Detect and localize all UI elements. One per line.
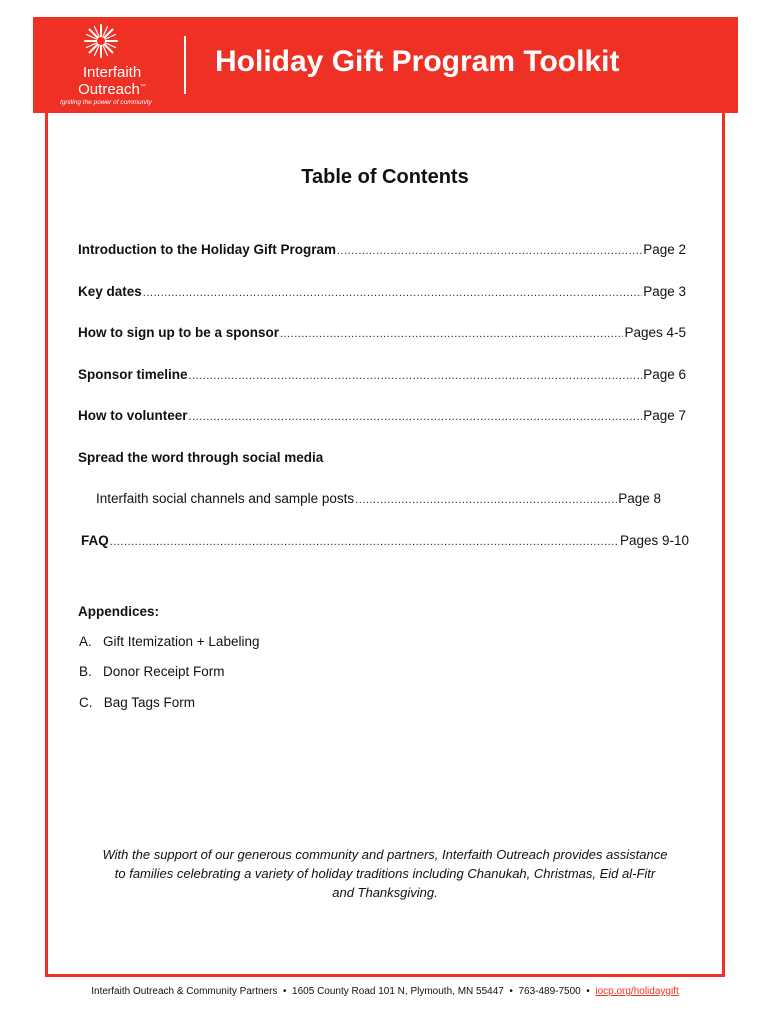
starburst-icon <box>83 23 119 59</box>
appendices-heading: Appendices: <box>78 604 160 619</box>
toc-entry-page: Pages 9-10 <box>619 533 689 548</box>
logo-name-line1: Interfaith <box>82 64 142 81</box>
appendix-item: C. Bag Tags Form <box>79 695 196 710</box>
toc-entry-sponsor-signup[interactable] <box>78 325 686 345</box>
interfaith-outreach-logo <box>57 23 187 111</box>
logo-name-line2: Outreach <box>78 81 140 98</box>
toc-leader-dots <box>110 536 619 548</box>
toc-leader-dots <box>280 328 623 340</box>
footnote-line: With the support of our generous community and partners, Interfaith Outreach provides assistance <box>102 847 668 862</box>
footer-contact-text: Interfaith Outreach & Community Partners • 1605 County Road 101 N, Plymouth, MN 55447 • 763-489-7500 • <box>91 986 596 997</box>
logo-wordmark: Interfaith Outreach™ <box>78 64 146 98</box>
toc-entry-label: How to sign up to be a sponsor <box>78 325 279 340</box>
toc-entry-label: Key dates <box>78 284 142 299</box>
toc-entry-label: How to volunteer <box>78 408 188 423</box>
toc-entry-volunteer[interactable] <box>78 408 686 428</box>
toc-entry-page: Page 8 <box>618 491 661 506</box>
toc-entry-social-channels[interactable] <box>96 491 661 511</box>
toc-leader-dots <box>189 370 643 382</box>
appendix-item: A. Gift Itemization + Labeling <box>79 634 260 649</box>
toc-entry-introduction[interactable] <box>78 242 686 262</box>
footnote-paragraph <box>60 845 710 902</box>
toc-entry-page: Page 2 <box>643 242 686 257</box>
toc-entry-social-media[interactable]: Spread the word through social media <box>78 450 324 465</box>
header-divider <box>184 36 186 94</box>
logo-tagline: Igniting the power of community <box>60 99 152 106</box>
toc-entry-key-dates[interactable] <box>78 284 686 304</box>
appendix-item: B. Donor Receipt Form <box>79 664 225 679</box>
toc-entry-faq[interactable] <box>81 533 689 553</box>
toc-leader-dots <box>337 245 642 257</box>
toc-leader-dots <box>355 494 617 506</box>
toc-entry-label: Interfaith social channels and sample posts <box>96 491 355 506</box>
toc-entry-sponsor-timeline[interactable] <box>78 367 686 387</box>
toc-entry-label: Introduction to the Holiday Gift Program <box>78 242 336 257</box>
toc-entry-page: Page 6 <box>643 367 686 382</box>
toc-leader-dots <box>143 287 642 299</box>
document-title: Holiday Gift Program Toolkit <box>215 45 620 78</box>
toc-entry-label: Sponsor timeline <box>78 367 188 382</box>
footnote-line: to families celebrating a variety of holiday traditions including Chanukah, Christmas, Eid al-Fitr <box>114 866 656 881</box>
footer-website-link[interactable]: iocp.org/holidaygift <box>595 986 679 997</box>
toc-entry-page: Page 7 <box>643 408 686 423</box>
toc-leader-dots <box>189 411 643 423</box>
footnote-line: and Thanksgiving. <box>332 885 438 900</box>
footer <box>0 986 770 997</box>
toc-entry-page: Page 3 <box>643 284 686 299</box>
toc-entry-label: FAQ <box>81 533 109 548</box>
toc-entry-page: Pages 4-5 <box>624 325 686 340</box>
toc-title: Table of Contents <box>301 166 469 188</box>
header-banner <box>33 17 738 113</box>
